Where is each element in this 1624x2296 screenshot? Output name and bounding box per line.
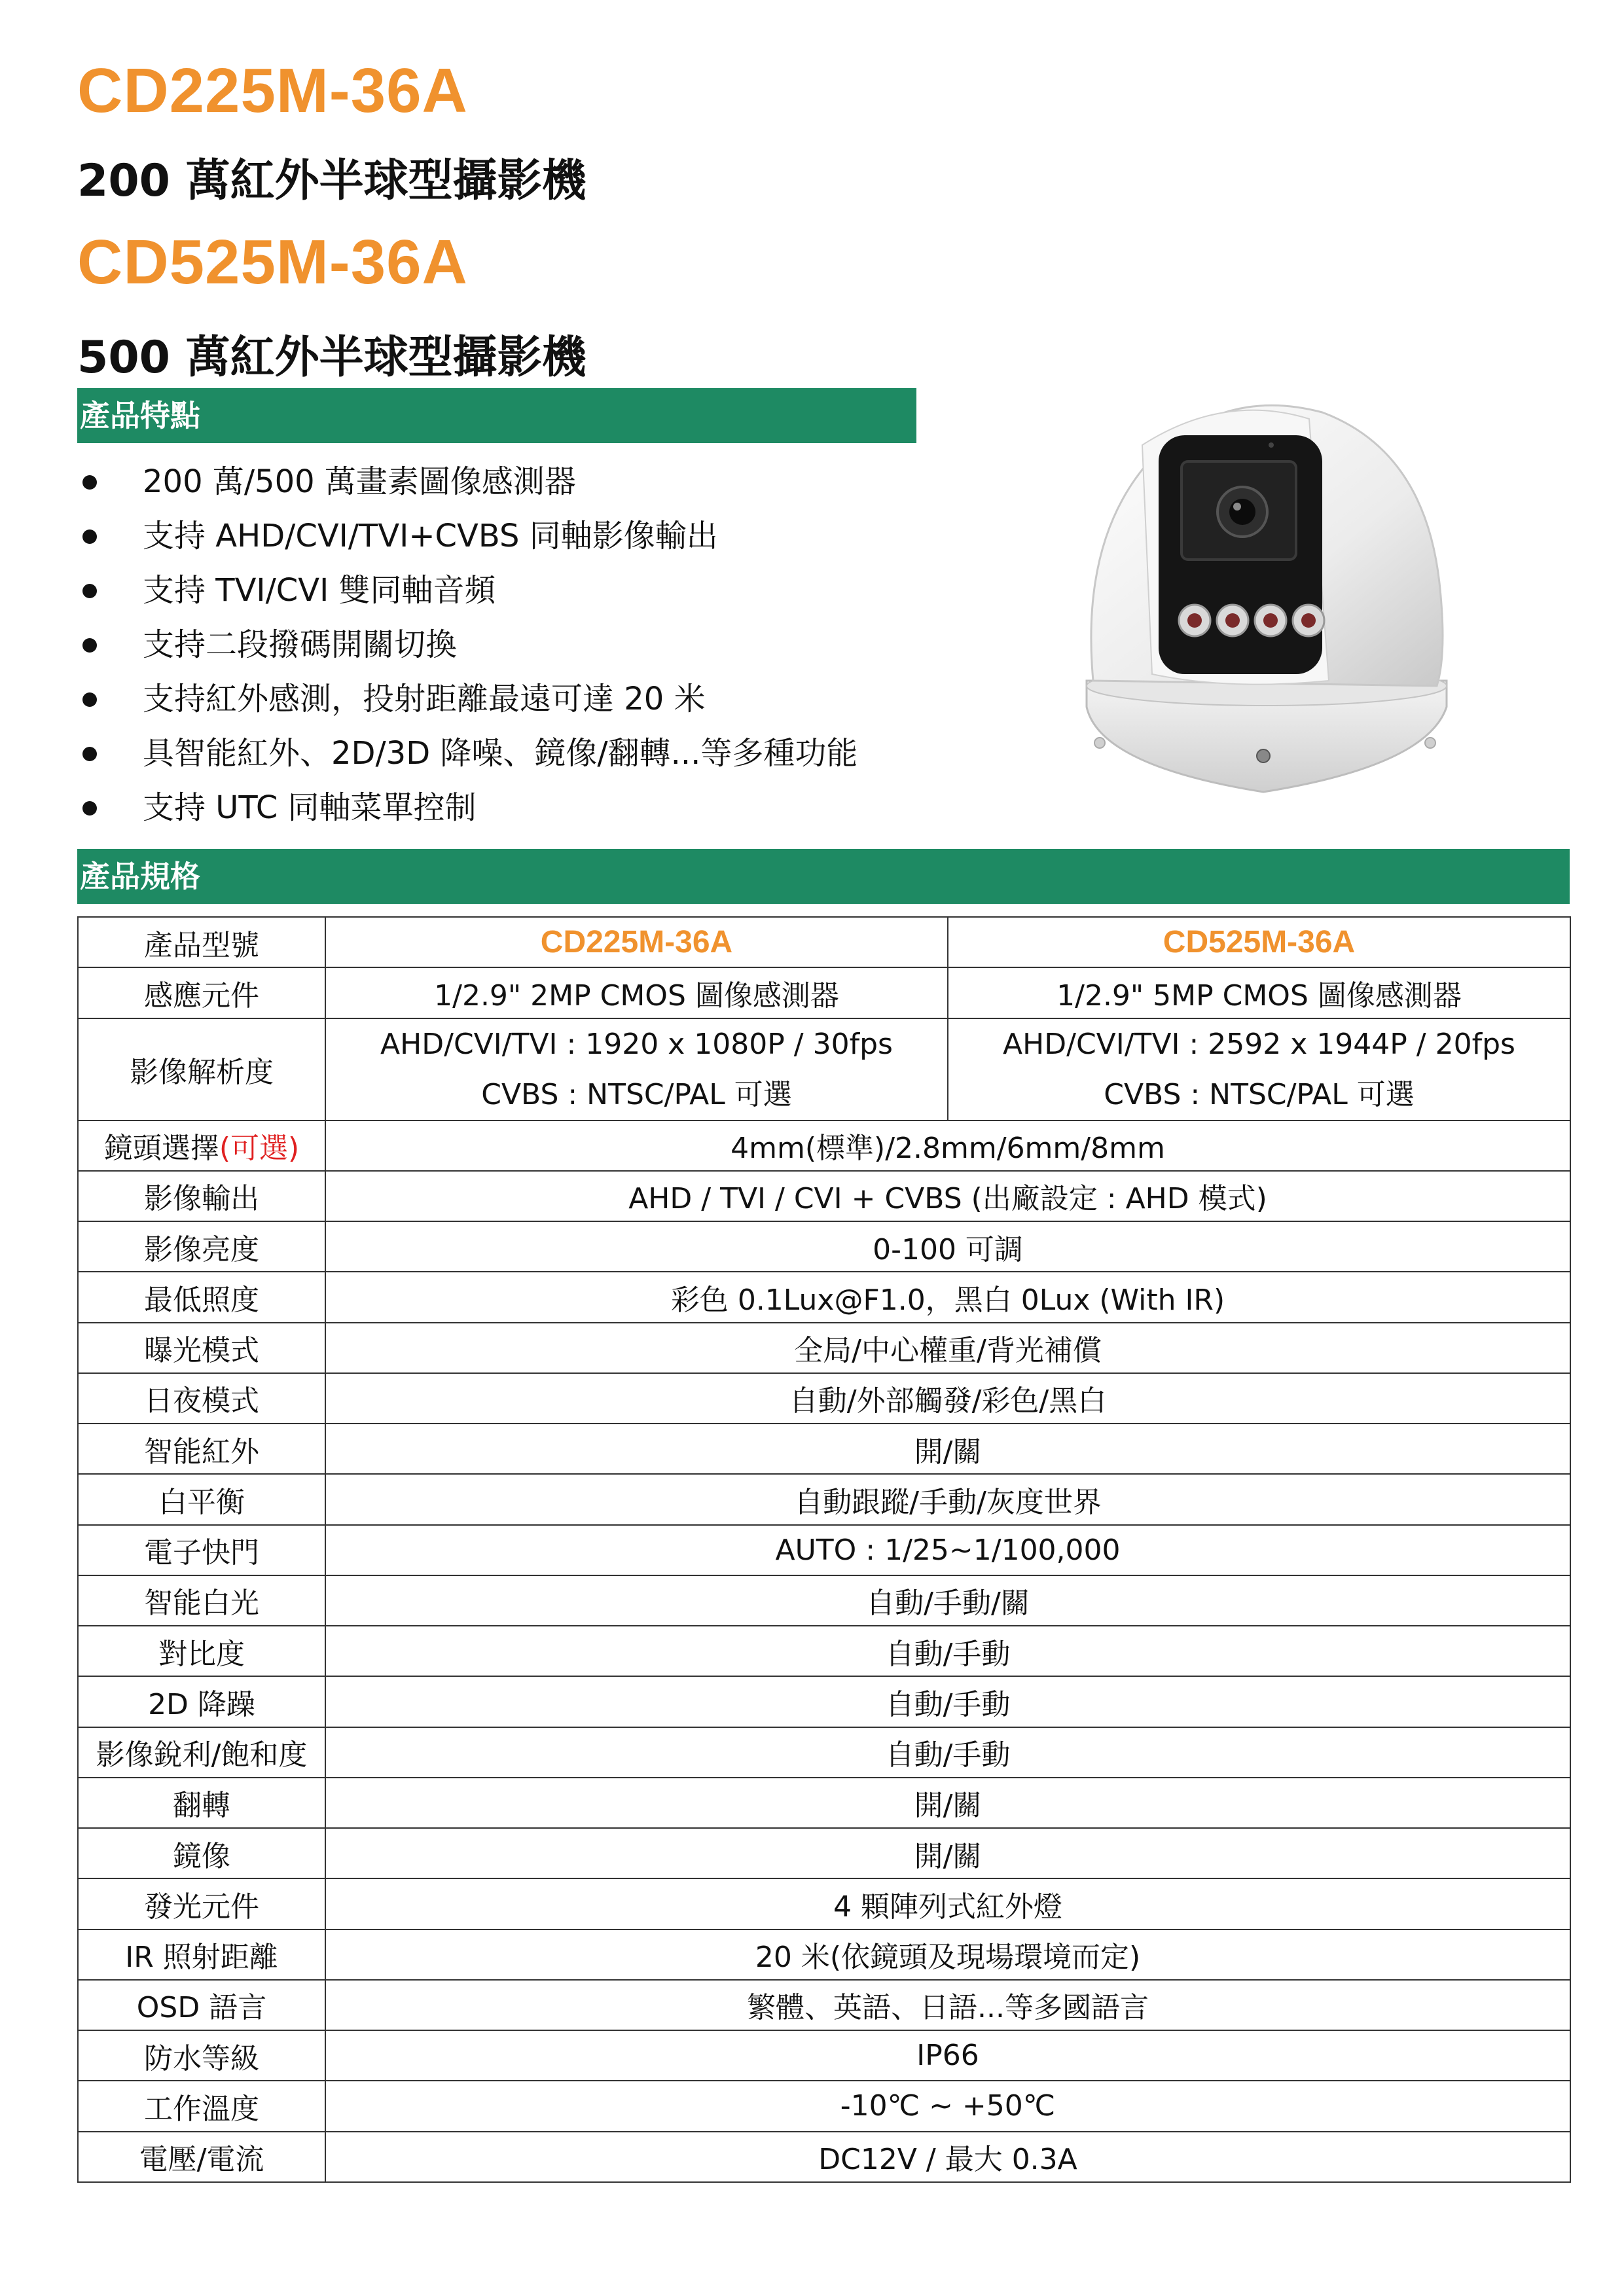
table-cell: 自動/手動/關 <box>325 1575 1570 1626</box>
table-cell: AUTO : 1/25~1/100,000 <box>325 1525 1570 1575</box>
bullet-icon <box>82 801 97 816</box>
table-label: 影像亮度 <box>78 1221 325 1272</box>
table-row <box>78 1474 1570 1524</box>
table-row <box>78 917 1570 967</box>
table-cell: 自動/手動 <box>325 1626 1570 1676</box>
bullet-icon <box>82 584 97 598</box>
table-cell: 1/2.9" 2MP CMOS 圖像感測器 <box>325 967 948 1018</box>
feature-item: 支持 AHD/CVI/TVI+CVBS 同軸影像輸出 <box>77 509 928 564</box>
table-row <box>78 1525 1570 1575</box>
table-label: 智能白光 <box>78 1575 325 1626</box>
table-row <box>78 967 1570 1018</box>
table-label: IR 照射距離 <box>78 1929 325 1980</box>
product-subtitle-2mp: 200 萬紅外半球型攝影機 <box>77 155 586 207</box>
optional-tag: (可選) <box>219 1132 300 1166</box>
table-label: 影像銳利/飽和度 <box>78 1727 325 1778</box>
model-title-cd525m: CD525M-36A <box>77 227 468 297</box>
table-cell: DC12V / 最大 0.3A <box>325 2132 1570 2182</box>
table-cell: 繁體、英語、日語...等多國語言 <box>325 1980 1570 2030</box>
table-label: 2D 降躁 <box>78 1676 325 1727</box>
bullet-icon <box>82 475 97 490</box>
table-cell: IP66 <box>325 2030 1570 2081</box>
table-label: 電子快門 <box>78 1525 325 1575</box>
table-label: 日夜模式 <box>78 1373 325 1424</box>
feature-item: 支持二段撥碼開關切換 <box>77 618 928 672</box>
table-row <box>78 1828 1570 1878</box>
table-cell: 開/關 <box>325 1424 1570 1474</box>
table-row <box>78 1575 1570 1626</box>
table-label: 影像解析度 <box>78 1018 325 1121</box>
table-label: 對比度 <box>78 1626 325 1676</box>
table-label: 鏡頭選擇(可選) <box>78 1121 325 1171</box>
table-row <box>78 2132 1570 2182</box>
table-label: 工作溫度 <box>78 2081 325 2131</box>
table-cell: 4mm(標準)/2.8mm/6mm/8mm <box>325 1121 1570 1171</box>
table-cell: 自動/手動 <box>325 1727 1570 1778</box>
table-cell: CVBS : NTSC/PAL 可選 <box>948 1069 1570 1121</box>
table-cell: 4 顆陣列式紅外燈 <box>325 1878 1570 1929</box>
table-cell: AHD/CVI/TVI : 2592 x 1944P / 20fps <box>948 1018 1570 1069</box>
features-section-header: 產品特點 <box>77 388 916 443</box>
table-label: 產品型號 <box>78 917 325 967</box>
table-label: 曝光模式 <box>78 1323 325 1373</box>
table-cell: 自動/手動 <box>325 1676 1570 1727</box>
bullet-icon <box>82 747 97 761</box>
table-label: 防水等級 <box>78 2030 325 2081</box>
table-row <box>78 1676 1570 1727</box>
table-row <box>78 1424 1570 1474</box>
table-row <box>78 1121 1570 1171</box>
feature-item: 200 萬/500 萬畫素圖像感測器 <box>77 455 928 509</box>
table-row <box>78 1778 1570 1828</box>
table-cell: 0-100 可調 <box>325 1221 1570 1272</box>
table-cell: 自動/外部觸發/彩色/黑白 <box>325 1373 1570 1424</box>
table-cell: 開/關 <box>325 1778 1570 1828</box>
feature-item: 支持 UTC 同軸菜單控制 <box>77 781 928 835</box>
table-label: OSD 語言 <box>78 1980 325 2030</box>
specs-section-header: 產品規格 <box>77 849 1570 904</box>
table-row <box>78 2030 1570 2081</box>
table-label: 最低照度 <box>78 1272 325 1322</box>
table-label: 電壓/電流 <box>78 2132 325 2182</box>
table-row <box>78 1929 1570 1980</box>
table-cell: AHD/CVI/TVI : 1920 x 1080P / 30fps <box>325 1018 948 1069</box>
model-header-a: CD225M-36A <box>325 917 948 967</box>
feature-item: 支持 TVI/CVI 雙同軸音頻 <box>77 564 928 618</box>
table-row <box>78 1626 1570 1676</box>
table-row <box>78 1171 1570 1221</box>
feature-list <box>77 455 928 835</box>
bullet-icon <box>82 638 97 653</box>
table-row <box>78 2081 1570 2131</box>
table-label: 鏡像 <box>78 1828 325 1878</box>
table-cell: 20 米(依鏡頭及現場環境而定) <box>325 1929 1570 1980</box>
table-row <box>78 1373 1570 1424</box>
table-cell: CVBS : NTSC/PAL 可選 <box>325 1069 948 1121</box>
table-row <box>78 1018 1570 1069</box>
table-cell: 彩色 0.1Lux@F1.0，黑白 0Lux (With IR) <box>325 1272 1570 1322</box>
bullet-icon <box>82 529 97 544</box>
table-cell: -10℃ ~ +50℃ <box>325 2081 1570 2131</box>
table-label: 發光元件 <box>78 1878 325 1929</box>
table-row <box>78 1727 1570 1778</box>
table-row <box>78 1221 1570 1272</box>
table-label: 翻轉 <box>78 1778 325 1828</box>
model-title-cd225m: CD225M-36A <box>77 56 468 126</box>
table-cell: 開/關 <box>325 1828 1570 1878</box>
table-cell: AHD / TVI / CVI + CVBS (出廠設定 : AHD 模式) <box>325 1171 1570 1221</box>
table-label: 白平衡 <box>78 1474 325 1524</box>
feature-item: 具智能紅外、2D/3D 降噪、鏡像/翻轉...等多種功能 <box>77 726 928 781</box>
product-subtitle-5mp: 500 萬紅外半球型攝影機 <box>77 332 586 384</box>
table-cell: 全局/中心權重/背光補償 <box>325 1323 1570 1373</box>
table-cell: 自動跟蹤/手動/灰度世界 <box>325 1474 1570 1524</box>
table-cell: 1/2.9" 5MP CMOS 圖像感測器 <box>948 967 1570 1018</box>
model-header-b: CD525M-36A <box>948 917 1570 967</box>
table-label: 智能紅外 <box>78 1424 325 1474</box>
table-row <box>78 1980 1570 2030</box>
table-row <box>78 1323 1570 1373</box>
feature-item: 支持紅外感測，投射距離最遠可達 20 米 <box>77 672 928 726</box>
table-label: 感應元件 <box>78 967 325 1018</box>
table-row <box>78 1272 1570 1322</box>
bullet-icon <box>82 692 97 707</box>
dome-camera-image <box>1060 373 1466 825</box>
spec-table <box>77 916 1571 2183</box>
table-label: 影像輸出 <box>78 1171 325 1221</box>
table-row <box>78 1878 1570 1929</box>
